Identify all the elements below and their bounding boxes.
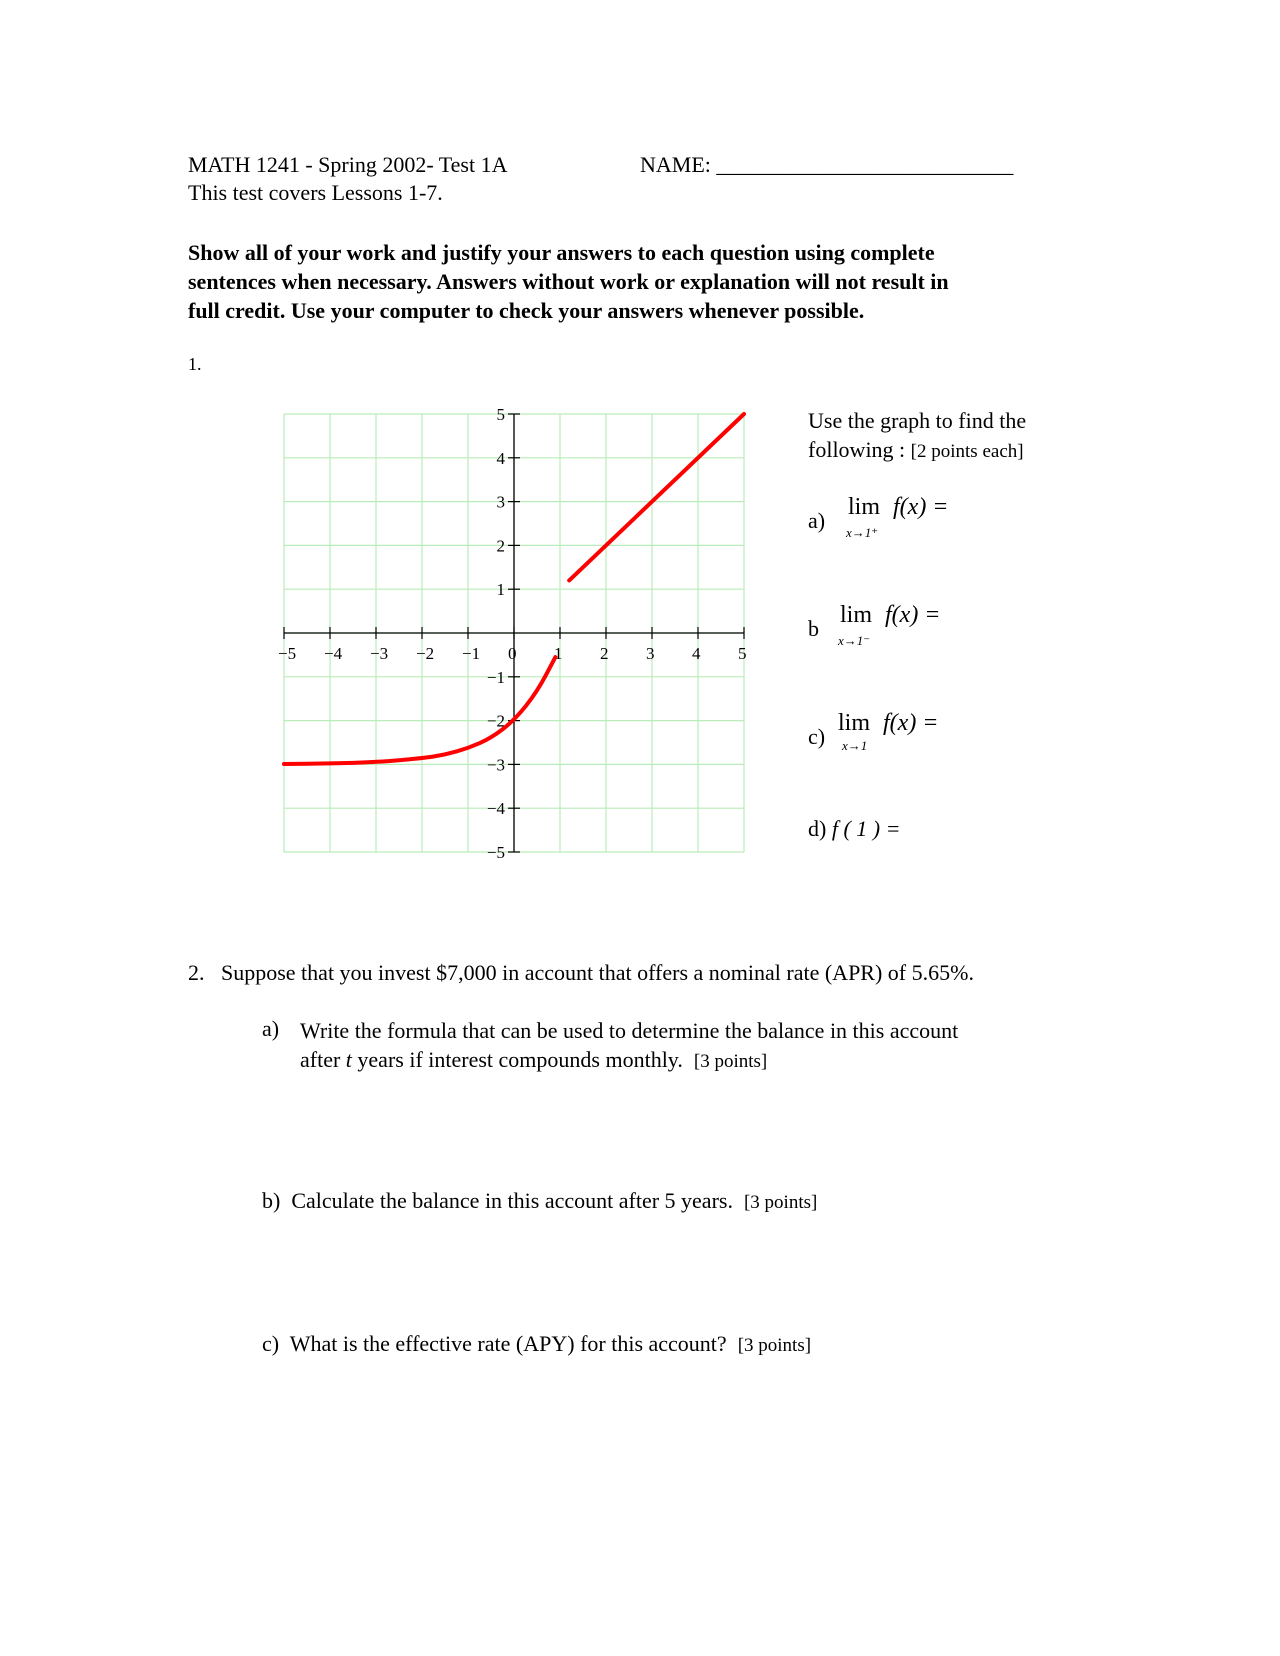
x-tick-label: −1 [462, 644, 481, 663]
instructions-line: full credit. Use your computer to check your answers whenever possible. [188, 298, 865, 323]
q1-part-c-lim: lim [838, 710, 871, 736]
coverage-text: This test covers Lessons 1-7. [188, 180, 443, 205]
x-tick-label: 2 [600, 644, 609, 663]
x-tick-label: −5 [278, 644, 297, 663]
q1-prompt [808, 406, 1026, 466]
q2-part-b-text: Calculate the balance in this account after 5 years. [291, 1188, 733, 1213]
curve-left-branch [284, 657, 555, 764]
q1-part-d-func: f ( 1 ) = [831, 816, 901, 841]
y-tick-label: 3 [496, 492, 505, 512]
q1-part-d-label: d) [808, 816, 827, 841]
question-2-text: Suppose that you invest $7,000 in account that offers a nominal rate (APR) of 5.65%. [221, 960, 974, 985]
question-2-number: 2. [188, 960, 205, 985]
q1-prompt-line1: Use the graph to find the [808, 408, 1027, 433]
x-tick-label: −4 [324, 644, 343, 663]
name-field[interactable] [640, 152, 1013, 178]
function-graph [270, 400, 750, 870]
q1-part-a-sub: x→1⁺ [846, 525, 879, 540]
q1-part-c-label: c) [808, 724, 826, 749]
q1-part-c-sub: x→1 [842, 738, 868, 753]
q2-part-a-line2: after t years if interest compounds monthly. [3 points] [300, 1047, 768, 1072]
q1-part-a-lim: lim [848, 494, 881, 520]
x-tick-label: 5 [738, 644, 747, 663]
q1-prompt-line2: following : [2 points each] [808, 437, 1024, 462]
y-tick-label: −1 [486, 667, 505, 687]
name-label: NAME: [640, 152, 711, 177]
curve-right-branch [569, 414, 744, 580]
question-2 [188, 960, 974, 986]
x-tick-label: 3 [646, 644, 655, 663]
q2-part-b [262, 1188, 817, 1214]
q2-part-b-label: b) [262, 1188, 281, 1213]
q2-part-a-points: [3 points] [693, 1051, 768, 1072]
q2-part-a-label: a) [262, 1016, 280, 1041]
q2-part-a-line1: Write the formula that can be used to determine the balance in this account [300, 1018, 959, 1043]
q2-part-a [300, 1016, 958, 1076]
y-tick-label: −3 [486, 755, 505, 775]
q2-part-c-points: [3 points] [737, 1335, 812, 1356]
q1-part-a-label: a) [808, 508, 826, 533]
q2-part-b-points: [3 points] [743, 1192, 818, 1213]
instructions [188, 238, 1088, 325]
x-tick-label: −2 [416, 644, 435, 663]
y-tick-label: 1 [496, 580, 505, 600]
y-tick-label: 2 [496, 536, 505, 556]
q2-part-c-text: What is the effective rate (APY) for this account? [289, 1331, 727, 1356]
q1-part-b-label: b [808, 616, 819, 641]
instructions-line: sentences when necessary. Answers without work or explanation will not result in [188, 269, 949, 294]
y-tick-label: −4 [486, 799, 505, 819]
x-tick-label: −3 [370, 644, 389, 663]
instructions-line: Show all of your work and justify your answers to each question using complete [188, 240, 935, 265]
name-line: ___________________________ [716, 152, 1014, 177]
y-tick-label: −2 [486, 711, 505, 731]
y-tick-label: −5 [486, 843, 505, 862]
q1-part-b-sub: x→1⁻ [838, 633, 871, 648]
q1-part-b-func: f(x) = [885, 602, 941, 628]
q1-part-c-func: f(x) = [883, 710, 939, 736]
q1-part-a-func: f(x) = [893, 494, 949, 520]
y-tick-label: 4 [496, 448, 505, 468]
q1-points: [2 points each] [910, 441, 1024, 462]
x-tick-label: 1 [554, 644, 563, 663]
course-title: MATH 1241 - Spring 2002- Test 1A [188, 152, 508, 177]
q1-part-d [808, 814, 900, 843]
q2-part-c-label: c) [262, 1331, 280, 1356]
question-1-number: 1. [188, 354, 202, 374]
q2-part-c [262, 1331, 811, 1357]
x-tick-label: 4 [692, 644, 701, 663]
y-tick-label: 5 [496, 405, 505, 424]
q1-part-b-lim: lim [840, 602, 873, 628]
x-tick-label: 0 [508, 644, 517, 663]
